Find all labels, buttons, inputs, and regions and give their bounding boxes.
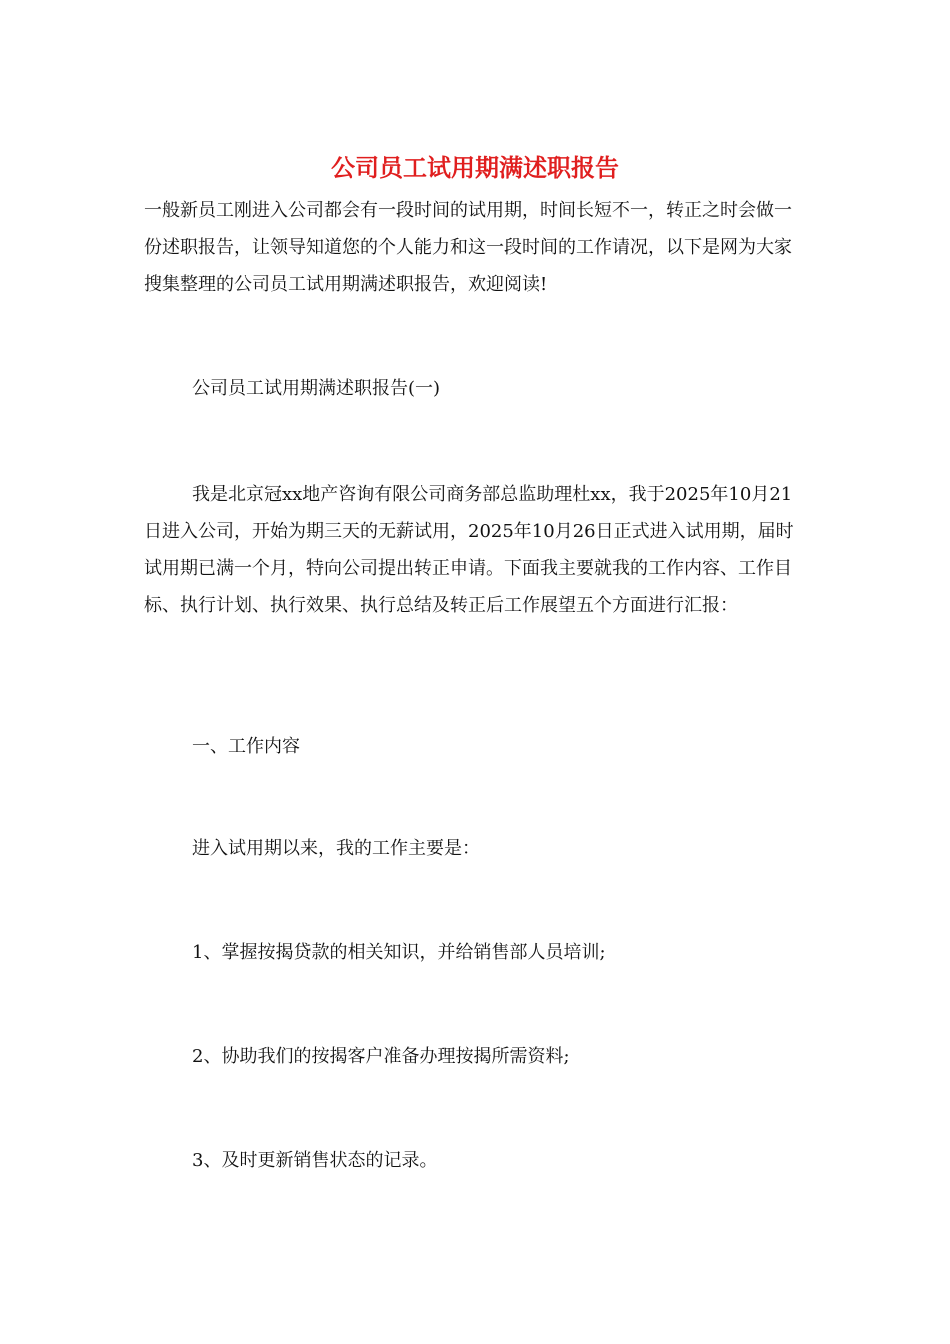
lead-sentence: 进入试用期以来，我的工作主要是： <box>192 838 480 859</box>
report-heading: 公司员工试用期满述职报告(一) <box>192 378 441 399</box>
intro-paragraph: 一般新员工刚进入公司都会有一段时间的试用期，时间长短不一，转正之时会做一份述职报告，让领导知道您的个人能力和这一段时间的工作请况，以下是网为大家搜集整理的公司员工试用期满述职报告，欢迎阅读! <box>144 200 792 295</box>
section-heading: 一、工作内容 <box>192 736 300 757</box>
list-item: 1、掌握按揭贷款的相关知识，并给销售部人员培训; <box>192 942 606 963</box>
document-title: 公司员工试用期满述职报告 <box>331 154 619 182</box>
body-paragraph: 我是北京冠xx地产咨询有限公司商务部总监助理杜xx，我于2025年10月21日进入公司，开始为期三天的无薪试用，2025年10月26日正式进入试用期，届时试用期已满一个月，特向公司提出转正申请。下面我主要就我的工作内容、工作目标、执行计划、执行效果、执行总结及转正后工作展望五个方面进行汇报： <box>144 484 794 616</box>
list-item: 3、及时更新销售状态的记录。 <box>192 1150 438 1171</box>
list-item: 2、协助我们的按揭客户准备办理按揭所需资料; <box>192 1046 570 1067</box>
